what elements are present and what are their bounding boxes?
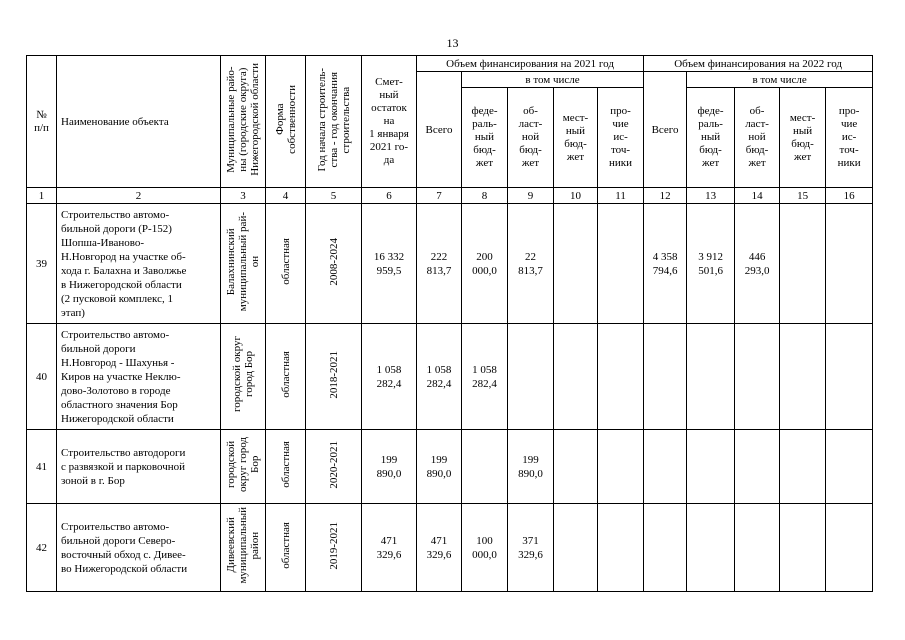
header-incl-2022: в том числе [687, 72, 873, 88]
local-2022-value [780, 430, 826, 504]
federal-2022-value: 3 912 501,6 [687, 204, 735, 324]
other-2022-value [826, 324, 873, 430]
row-number: 39 [27, 204, 57, 324]
regional-2021-value: 22 813,7 [508, 204, 554, 324]
local-2021-value [554, 504, 598, 592]
header-total-2021: Всего [417, 72, 462, 188]
ownership: областная [266, 504, 306, 592]
header-other-2021: про- чие ис- точ- ники [598, 88, 644, 188]
local-2022-value [780, 324, 826, 430]
regional-2022-value [735, 504, 780, 592]
object-name: Строительство автодороги с развязкой и парковочной зоной в г. Бор [57, 430, 221, 504]
local-2021-value [554, 324, 598, 430]
col-number: 15 [780, 188, 826, 204]
financing-table [26, 55, 873, 592]
row-number: 41 [27, 430, 57, 504]
total-2021-value: 222 813,7 [417, 204, 462, 324]
col-number: 5 [306, 188, 362, 204]
federal-2022-value [687, 324, 735, 430]
regional-2022-value: 446 293,0 [735, 204, 780, 324]
other-2021-value [598, 504, 644, 592]
regional-2021-value: 199 890,0 [508, 430, 554, 504]
regional-2022-value [735, 324, 780, 430]
header-object-name: Наименование объекта [57, 56, 221, 188]
federal-2021-value: 1 058 282,4 [462, 324, 508, 430]
header-district: Муниципальные райо- ны (городские округа) Нижегородской области [221, 56, 266, 188]
ownership: областная [266, 430, 306, 504]
remainder-value: 199 890,0 [362, 430, 417, 504]
col-number: 11 [598, 188, 644, 204]
object-name: Строительство автомо- бильной дороги Северо- восточный обход с. Дивее- во Нижегородской области [57, 504, 221, 592]
regional-2021-value: 371 329,6 [508, 504, 554, 592]
total-2021-value: 199 890,0 [417, 430, 462, 504]
district: городской округ город Бор [221, 430, 266, 504]
total-2022-value: 4 358 794,6 [644, 204, 687, 324]
object-name: Строительство автомо- бильной дороги (Р-152) Шопша-Иваново- Н.Новгород на участке об- хода г. Балахна и Заволжье в Нижегородской области (2 пусковой комплекс, 1 этап) [57, 204, 221, 324]
total-2022-value [644, 324, 687, 430]
header-remainder: Смет- ный остаток на 1 января 2021 го- да [362, 56, 417, 188]
regional-2021-value [508, 324, 554, 430]
table-row [27, 430, 873, 504]
col-number: 9 [508, 188, 554, 204]
years: 2019-2021 [306, 504, 362, 592]
header-regional-2022: об- ласт- ной бюд- жет [735, 88, 780, 188]
header-local-2021: мест- ный бюд- жет [554, 88, 598, 188]
col-number: 4 [266, 188, 306, 204]
col-number: 14 [735, 188, 780, 204]
local-2021-value [554, 204, 598, 324]
page-number: 13 [446, 36, 459, 50]
remainder-value: 1 058 282,4 [362, 324, 417, 430]
col-number: 8 [462, 188, 508, 204]
header-local-2022: мест- ный бюд- жет [780, 88, 826, 188]
district: Дивеевский муниципальный район [221, 504, 266, 592]
header-num: № п/п [27, 56, 57, 188]
header-federal-2021: феде- раль- ный бюд- жет [462, 88, 508, 188]
total-2021-value: 471 329,6 [417, 504, 462, 592]
header-federal-2022: феде- раль- ный бюд- жет [687, 88, 735, 188]
local-2022-value [780, 504, 826, 592]
other-2021-value [598, 204, 644, 324]
col-number: 3 [221, 188, 266, 204]
ownership: областная [266, 324, 306, 430]
years: 2020-2021 [306, 430, 362, 504]
federal-2022-value [687, 504, 735, 592]
col-number: 7 [417, 188, 462, 204]
header-regional-2021: об- ласт- ной бюд- жет [508, 88, 554, 188]
other-2022-value [826, 430, 873, 504]
other-2021-value [598, 324, 644, 430]
table-row [27, 324, 873, 430]
local-2022-value [780, 204, 826, 324]
regional-2022-value [735, 430, 780, 504]
years: 2018-2021 [306, 324, 362, 430]
other-2021-value [598, 430, 644, 504]
total-2022-value [644, 430, 687, 504]
other-2022-value [826, 204, 873, 324]
header-incl-2021: в том числе [462, 72, 644, 88]
header-fin-2022: Объем финансирования на 2022 год [644, 56, 873, 72]
row-number: 40 [27, 324, 57, 430]
header-ownership: Форма собственности [266, 56, 306, 188]
col-number: 13 [687, 188, 735, 204]
remainder-value: 471 329,6 [362, 504, 417, 592]
federal-2021-value: 200 000,0 [462, 204, 508, 324]
col-number: 10 [554, 188, 598, 204]
header-total-2022: Всего [644, 72, 687, 188]
header-row-1 [27, 56, 873, 72]
total-2022-value [644, 504, 687, 592]
col-number: 6 [362, 188, 417, 204]
ownership: областная [266, 204, 306, 324]
header-years: Год начала строитель- ства - год окончания строительства [306, 56, 362, 188]
federal-2022-value [687, 430, 735, 504]
remainder-value: 16 332 959,5 [362, 204, 417, 324]
federal-2021-value [462, 430, 508, 504]
col-number: 16 [826, 188, 873, 204]
district: городской округ город Бор [221, 324, 266, 430]
other-2022-value [826, 504, 873, 592]
row-number: 42 [27, 504, 57, 592]
district: Балахнинский муниципальный рай- он [221, 204, 266, 324]
col-number: 2 [57, 188, 221, 204]
col-number: 1 [27, 188, 57, 204]
column-numbers-row [27, 188, 873, 204]
table-row [27, 504, 873, 592]
header-fin-2021: Объем финансирования на 2021 год [417, 56, 644, 72]
object-name: Строительство автомо- бильной дороги Н.Новгород - Шахунья - Киров на участке Неклю- дово-Золотово в городе областного значения Бор Нижегородской области [57, 324, 221, 430]
total-2021-value: 1 058 282,4 [417, 324, 462, 430]
years: 2008-2024 [306, 204, 362, 324]
table-row [27, 204, 873, 324]
local-2021-value [554, 430, 598, 504]
col-number: 12 [644, 188, 687, 204]
header-other-2022: про- чие ис- точ- ники [826, 88, 873, 188]
federal-2021-value: 100 000,0 [462, 504, 508, 592]
